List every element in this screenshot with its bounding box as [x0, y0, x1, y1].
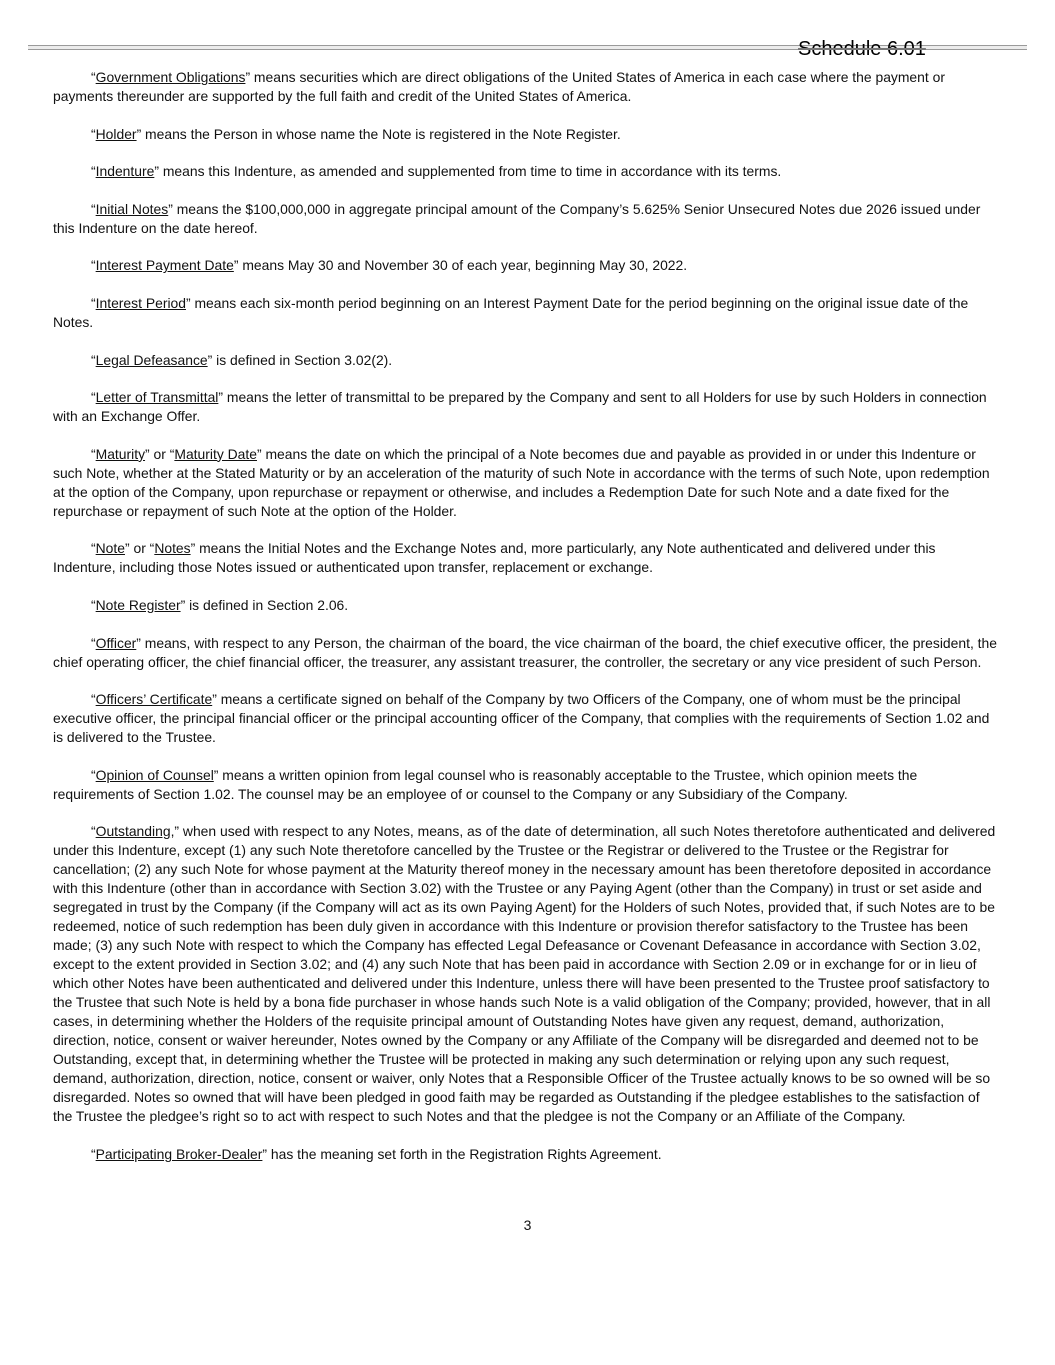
- defined-term: Holder: [95, 125, 137, 142]
- definition-text: ” has the meaning set forth in the Registration Rights Agreement.: [262, 1145, 662, 1162]
- defined-term: Outstanding: [95, 823, 171, 840]
- open-quote: “: [91, 596, 96, 613]
- defined-term: Officers’ Certificate: [95, 691, 213, 708]
- definition-paragraph: [53, 634, 1000, 672]
- defined-term: Opinion of Counsel: [95, 766, 214, 783]
- open-quote: “: [91, 125, 96, 142]
- quote-separator: ” or “: [124, 540, 155, 557]
- definition-text: ,” when used with respect to any Notes, means, as of the date of determination, all such Notes theretofore authenticated and delivered under this Indenture, except (1) any such Note theretofore cancelled by the Trustee or the Registrar or delivered to the Trustee or the Registrar for cancellation; (2) any such Note for whose payment at the Maturity thereof money in the necessary amount has been theretofore deposited in accordance with this Indenture (other than in accordance with Section 3.02) with the Trustee or any Paying Agent (other than the Company) in trust or set aside and segregated in trust by the Company (if the Company will act as its own Paying Agent) for the Holders of such Notes, provided that, if such Notes are to be redeemed, notice of such redemption has been duly given in accordance with this Indenture or provision therefor satisfactory to the Trustee has been made; (3) any such Note with respect to which the Company has effected Legal Defeasance or Covenant Defeasance in accordance with Section 3.02, except to the extent provided in Section 3.02; and (4) any such Note that has been paid in accordance with Section 2.09 or in exchange for or in lieu of which other Notes have been authenticated and delivered under this Indenture, unless there will have been presented to the Trustee proof satisfactory to the Trustee that such Note is held by a bona fide purchaser in whose hands such Note is a valid obligation of the Company; provided, however, that in all cases, in determining whether the Holders of the requisite principal amount of Outstanding Notes have given any request, demand, authorization, direction, notice, consent or waiver hereunder, Notes owned by the Company or any Affiliate of the Company will be disregarded and deemed not to be Outstanding, except that, in determining whether the Trustee will be protected in making any such determination or relying upon any such request, demand, authorization, direction, notice, consent or waiver, only Notes that a Responsible Officer of the Trustee actually knows to be so owned will be so disregarded. Notes so owned that will have been pledged in good faith may be regarded as Outstanding if the pledgee establishes to the satisfaction of the Trustee the pledgee’s right so to act with respect to such Notes and that the pledgee is not the Company or an Affiliate of the Company.: [53, 823, 996, 1125]
- definition-paragraph: [53, 766, 1000, 804]
- definition-paragraph: [53, 294, 1000, 332]
- open-quote: “: [91, 389, 96, 406]
- open-quote: “: [91, 634, 96, 651]
- open-quote: “: [91, 766, 96, 783]
- definition-paragraph: [53, 596, 1000, 615]
- defined-term: Participating Broker-Dealer: [95, 1145, 263, 1162]
- page-number: 3: [523, 1217, 532, 1233]
- definitions-body: [53, 68, 1000, 1183]
- defined-term: Note Register: [95, 596, 181, 613]
- definition-paragraph: [53, 1145, 1000, 1164]
- definition-text: ” means each six-month period beginning on an Interest Payment Date for the period beginning on the original issue date of the Notes.: [53, 294, 969, 330]
- open-quote: “: [91, 1145, 96, 1162]
- open-quote: “: [91, 163, 96, 180]
- open-quote: “: [91, 294, 96, 311]
- defined-term: Notes: [154, 540, 191, 557]
- open-quote: “: [91, 257, 96, 274]
- open-quote: “: [91, 823, 96, 840]
- definition-paragraph: [53, 162, 1000, 181]
- defined-term: Interest Payment Date: [95, 257, 234, 274]
- definition-text: ” means the Initial Notes and the Exchange Notes and, more particularly, any Note authenticated and delivered under this Indenture, including those Notes issued or authenticated upon transfer, replacement or exchange.: [53, 540, 936, 576]
- definition-text: ” means the Person in whose name the Note is registered in the Note Register.: [136, 125, 621, 142]
- defined-term: Maturity Date: [174, 445, 257, 462]
- defined-term: Letter of Transmittal: [95, 389, 219, 406]
- defined-term: Note: [95, 540, 125, 557]
- open-quote: “: [91, 445, 96, 462]
- definition-paragraph: [53, 445, 1000, 521]
- definition-text: ” means a written opinion from legal counsel who is reasonably acceptable to the Trustee, which opinion meets the requirements of Section 1.02. The counsel may be an employee of or counsel to the Company or any Subsidiary of the Company.: [53, 766, 918, 802]
- definition-paragraph: [53, 351, 1000, 370]
- open-quote: “: [91, 540, 96, 557]
- definition-text: ” means, with respect to any Person, the chairman of the board, the vice chairman of the board, the chief executive officer, the president, the chief operating officer, the chief financial officer, the treasurer, any assistant treasurer, the controller, the secretary or any vice president of such Person.: [53, 634, 997, 670]
- definition-paragraph: [53, 68, 1000, 106]
- defined-term: Government Obligations: [95, 69, 246, 85]
- definition-text: ” means a certificate signed on behalf of the Company by two Officers of the Company, one of whom must be the principal executive officer, the principal financial officer or the principal accounting officer of the Company, that complies with the requirements of Section 1.02 and is delivered to the Trustee.: [53, 691, 990, 746]
- schedule-label: Schedule 6.01: [798, 38, 926, 60]
- open-quote: “: [91, 200, 96, 217]
- defined-term: Legal Defeasance: [95, 351, 208, 368]
- defined-term: Officer: [95, 634, 137, 651]
- quote-separator: ” or “: [145, 445, 175, 462]
- open-quote: “: [91, 691, 96, 708]
- defined-term: Initial Notes: [95, 200, 169, 217]
- definition-paragraph: [53, 539, 1000, 577]
- defined-term: Indenture: [95, 163, 155, 180]
- definition-text: ” means securities which are direct obligations of the United States of America in each case where the payment or payments thereunder are supported by the full faith and credit of the United States of America.: [53, 69, 945, 104]
- defined-term: Interest Period: [95, 294, 186, 311]
- definition-text: ” means May 30 and November 30 of each year, beginning May 30, 2022.: [233, 257, 688, 274]
- definition-text: ” means this Indenture, as amended and supplemented from time to time in accordance with its terms.: [154, 163, 782, 180]
- definition-paragraph: [53, 388, 1000, 426]
- definition-text: ” is defined in Section 2.06.: [180, 596, 349, 613]
- open-quote: “: [91, 351, 96, 368]
- definition-paragraph: [53, 256, 1000, 275]
- definition-text: ” means the letter of transmittal to be prepared by the Company and sent to all Holders for use by such Holders in connection with an Exchange Offer.: [53, 389, 987, 425]
- definition-text: ” means the $100,000,000 in aggregate principal amount of the Company’s 5.625% Senior Unsecured Notes due 2026 issued under this Indenture on the date hereof.: [53, 200, 981, 236]
- open-quote: “: [91, 69, 96, 85]
- defined-term: Maturity: [95, 445, 146, 462]
- definition-paragraph: [53, 822, 1000, 1126]
- definition-paragraph: [53, 200, 1000, 238]
- definition-paragraph: [53, 125, 1000, 144]
- definition-text: ” means the date on which the principal of a Note becomes due and payable as provided in or under this Indenture or such Note, whether at the Stated Maturity or by an acceleration of the maturity of such Note in accordance with the terms of such Note, upon redemption at the option of the Company, upon repurchase or repayment or otherwise, and includes a Redemption Date for such Note and a date fixed for the repurchase or repayment of such Note at the option of the Holder.: [53, 445, 990, 519]
- definition-paragraph: [53, 690, 1000, 747]
- definition-text: ” is defined in Section 3.02(2).: [207, 351, 393, 368]
